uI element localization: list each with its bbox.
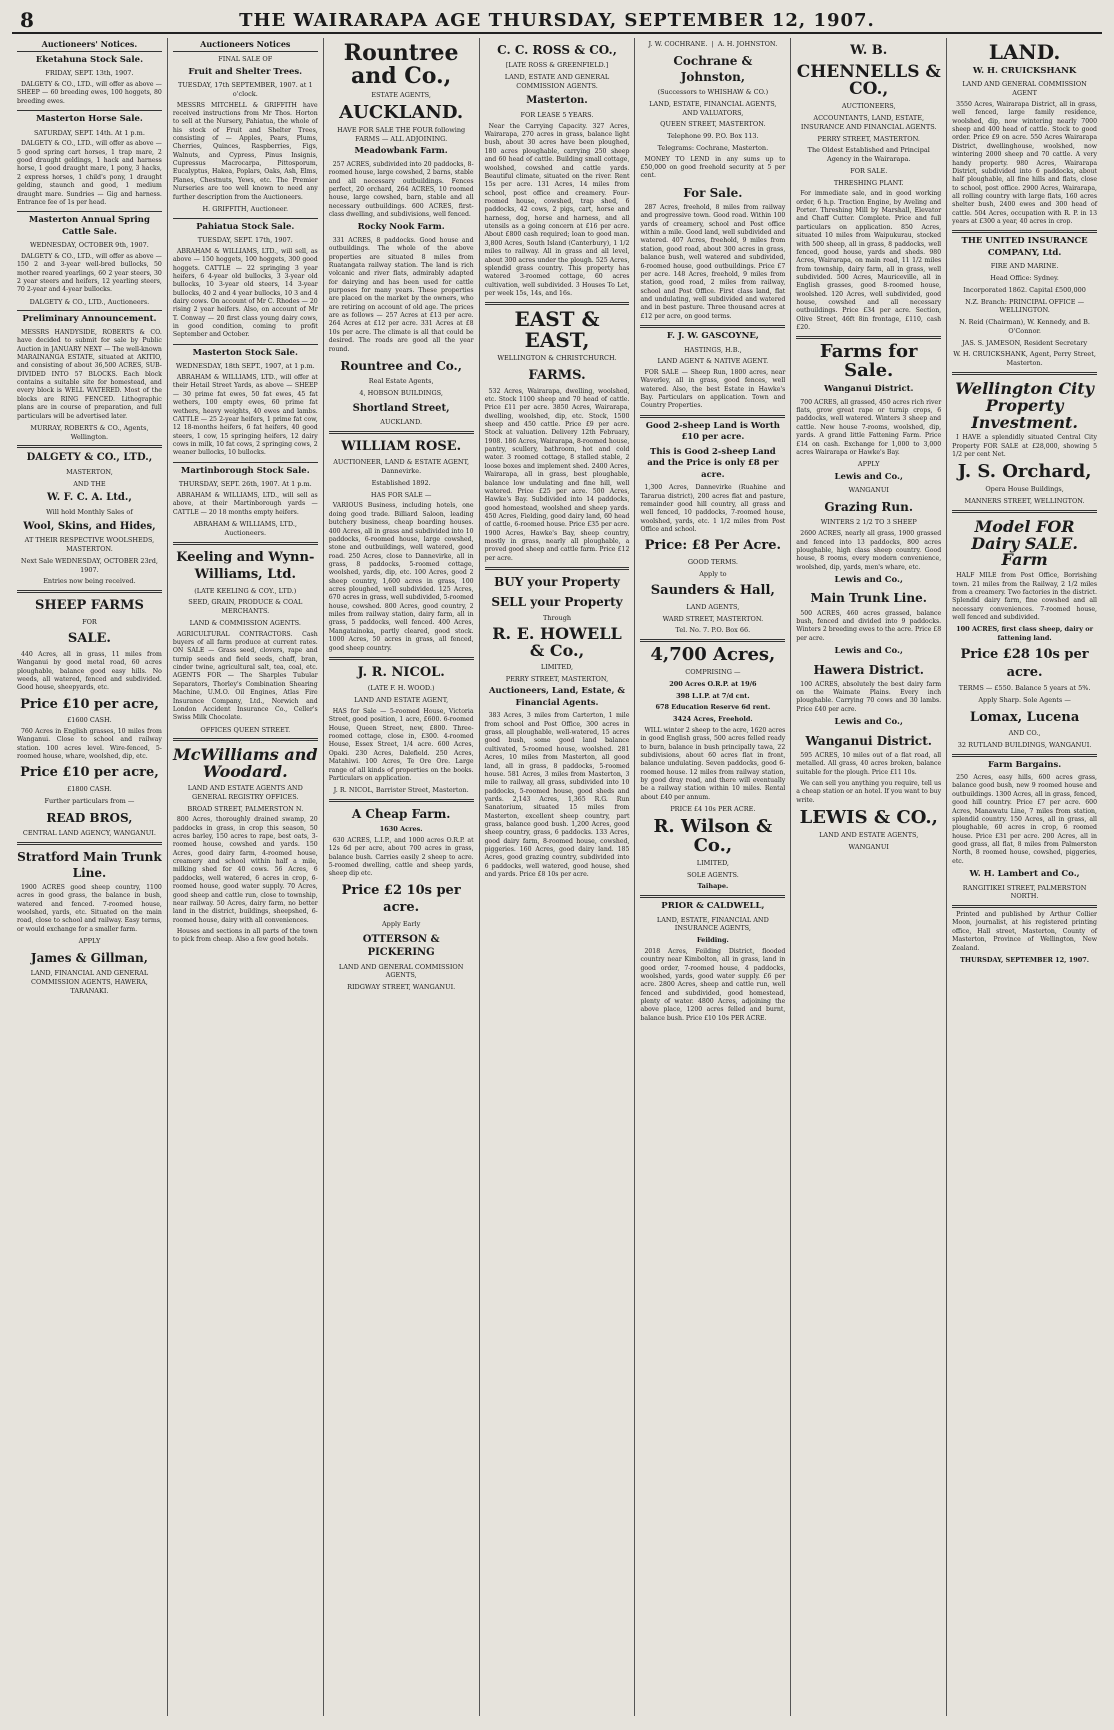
firm-name: J. S. Orchard, bbox=[957, 461, 1092, 483]
ad-text: AGRICULTURAL CONTRACTORS. Cash buyers of all farm produce at current rates. ON SALE — Grass seed, clovers, rape and turnip seeds and field seeds, chaff, bran, cinder twine, agricultural salt, tea, coal, etc. AGENTS FOR — The Sharples Tubular Separators, Thorley's Combination Shearing Machine, U.M.O. Oil Engines, Atlas Fire Insurance Company, Ltd., Norwich and London Accident Insurance Co., Celler's Swiss Milk Chocolate. bbox=[172, 630, 318, 722]
heading-sub: Through bbox=[542, 613, 572, 622]
firm-sub: AUCTIONEERS, bbox=[841, 102, 896, 111]
price: Price £10 per acre, bbox=[20, 765, 159, 781]
firm-address: PERRY STREET, MASTERTON. bbox=[817, 134, 920, 143]
ad-lead: FOR LEASE 5 YEARS. bbox=[520, 110, 594, 119]
firm-address: RIDGWAY STREET, WANGANUI. bbox=[347, 983, 456, 992]
partner-name: A. H. JOHNSTON. bbox=[717, 40, 778, 48]
heading: Farms for Sale. bbox=[819, 341, 918, 382]
ad-text: Near the Carrying Capacity. 327 Acres, Wairarapa, 270 acres in grass, balance light bush, about 30 acres have been ploughed, 180 acres ploughable, carrying 250 sheep and 60 head of cattle. Building small cottage, woolshed, cowshed and cattle yards. Beautiful climate, situated on the river. Rent 15s per acre. 131 Acres, 14 miles from school, post office and creamery. Four-roomed house, cowshed, trap shed, 6 paddocks, 42 cows, 2 pigs, cart, horse and harness, dog, horse and harness, and all utensils as a going concern at £16 per acre. About £800 cash required; loan to good man. 3,800 Acres, South Island (Canterbury), 1 1/2 miles to railway. All in grass and all level, about 300 acres under the plough. 525 Acres, splendid grass country. This property has watered 3-roomed cottage, 60 acres cultivation, well subdivided. 3 Houses To Let, per week 15s, 14s, and 16s. bbox=[484, 122, 630, 297]
column-3 bbox=[324, 38, 480, 1716]
ad-text: 760 Acres in English grasses, 10 miles from Wanganui. Close to school and railway station. 100 acres level. Wire-fenced, 5-roomed house, whare, woolshed, dip, etc. bbox=[17, 728, 162, 761]
ad-text: HALF MILE from Post Office, Borrishing town. 21 miles from the Railway, 2 1/2 miles from a creamery. Two factories in the district. Splendid dairy farm, fine cowshed and all necessary conveniences. 7-roomed house, well fenced and subdivided. bbox=[952, 572, 1098, 622]
section-heading: Auctioneers' Notices. bbox=[17, 38, 162, 52]
firm-sub: HASTINGS, H.B., bbox=[684, 345, 742, 354]
ad-signature: J. R. NICOL, Barrister Street, Masterton. bbox=[333, 786, 469, 795]
ad-date: FRIDAY, SEPT. 13th, 1907. bbox=[45, 69, 134, 78]
ad-text: 700 ACRES, all grassed, 450 acres rich river flats, grow great rape or turnip crops, 6 paddocks, well watered. Winters 3 sheep and cattle. New house 7-rooms, woolshed, dip, yards. A grand little Fattening Farm. Price £14 on cash. Exchange for 1,000 to 3,000 acres Wairarapa or Hawke's Bay. bbox=[796, 398, 942, 456]
firm-contact: Telephone 99. P.O. Box 113. bbox=[667, 132, 759, 141]
ad-lead: HAS FOR SALE — bbox=[370, 490, 432, 499]
ad-text: Further particulars from — bbox=[44, 796, 135, 805]
firm-name: W. F. C. A. Ltd., bbox=[47, 492, 132, 504]
divider bbox=[952, 230, 1097, 233]
price-terms: £1600 CASH. bbox=[67, 716, 112, 725]
firm-sub: [LATE ROSS & GREENFIELD.] bbox=[505, 61, 609, 70]
ad-text: For immediate sale, and in good working order, 6 h.p. Traction Engine, by Aveling and Porter. Threshing Mill by Marshall, Elevator and Chaff Cutter. Complete. Price and full particulars on application. 850 Acres, situated 10 miles from Waipukurau, stocked with 500 sheep, all in grass, 8 paddocks, well fenced, good house, yards and sheds. 980 Acres, Wairarapa, on main road, 11 1/2 miles from township, dairy farm, all in grass, well subdivided. 500 Acres, Mauriceville, all in English grasses, good 8-roomed house, woolshed. 120 Acres, well subdivided, good house, cowshed and all necessary outbuildings. Price £34 per acre. Section, Olive Street, 46ft 8in frontage, £110, cash £20. bbox=[796, 190, 942, 332]
ad-lead: HAVE FOR SALE THE FOUR following FARMS — ALL ADJOINING. bbox=[337, 125, 466, 143]
heading: Good 2-sheep Land is Worth £10 per acre. bbox=[645, 420, 780, 443]
firm-sub: Auctioneers, Land, Estate, & Financial Agents. bbox=[488, 686, 626, 708]
ad-text: MONEY TO LEND in any sums up to £50,000 on good freehold security at 5 per cent. bbox=[640, 155, 786, 180]
firm-place: Feilding. bbox=[696, 936, 729, 945]
firm-name: Keeling and Wynn-Williams, Ltd. bbox=[176, 549, 315, 583]
heading: Main Trunk Line. bbox=[810, 591, 927, 606]
firm-name: WILLIAM ROSE. bbox=[341, 438, 462, 454]
firm-place: AUCKLAND. bbox=[380, 418, 423, 427]
ad-text: 2018 Acres, Feilding District, flooded country near Kimbolton, all in grass, land in good order, 7-roomed house, 4 paddocks, woolshed, yards, good water supply. £6 per acre. 2800 Acres, sheep and cattle run, well fenced and subdivided, good homestead, plenty of water. 4800 Acres, adjoining the above place, 1200 acres felled and burnt, balance bush. Price £10 10s PER ACRE. bbox=[640, 947, 786, 1022]
firm-text: Entries now being received. bbox=[43, 577, 136, 586]
firm-sub: WELLINGTON & CHRISTCHURCH. bbox=[497, 354, 617, 363]
firm-initials: W. B. bbox=[850, 43, 888, 58]
firm-sub: JAS. S. JAMESON, Resident Secretary bbox=[962, 338, 1088, 347]
list-item: 200 Acres O.R.P. at 19/6 bbox=[669, 679, 757, 688]
firm-sub: LAND AND ESTATE AGENT, bbox=[354, 696, 449, 705]
price: Price £28 10s per acre. bbox=[960, 646, 1089, 680]
ad-date: TUESDAY, SEPT. 17th, 1907. bbox=[197, 236, 293, 245]
firm-name: W. H. CRUICKSHANK bbox=[972, 66, 1077, 76]
heading: LAND. bbox=[988, 40, 1061, 64]
price: Price: £8 Per Acre. bbox=[644, 538, 782, 554]
column-7 bbox=[947, 38, 1102, 1716]
ad-text: 287 Acres, freehold, 8 miles from railway and progressive town. Good road. Within 100 yards of creamery, school and Post office within a mile. Good land, well subdivided and watered. 407 Acres, freehold, 9 miles from station, good road, about 300 acres in grass, balance bush, well watered and subdivided, 6-roomed house, good outbuildings. Price £7 per acre. 148 Acres, freehold, 9 miles from station, good road, 2 miles from railway, school and Post Office. First class land, flat and undulating, well subdivided and watered and in best pasture. Three thousand acres at £12 per acre, on good terms. bbox=[640, 204, 786, 320]
firm-name: James & Gillman, bbox=[30, 950, 148, 965]
firm-sub: Opera House Buildings, bbox=[985, 485, 1064, 494]
heading: Wanganui District. bbox=[805, 733, 932, 748]
ad-title: Fruit and Shelter Trees. bbox=[188, 66, 303, 77]
divider bbox=[17, 310, 162, 311]
divider bbox=[952, 754, 1097, 757]
firm-sub: LIMITED, bbox=[540, 662, 574, 671]
firm-sub: ACCOUNTANTS, LAND, ESTATE, INSURANCE AND FINANCIAL AGENTS. bbox=[800, 114, 937, 131]
divider bbox=[173, 542, 318, 545]
ad-text: 595 ACRES, 10 miles out of a flat road, all metalled. All grass, 40 acres broken, balance suitable for the plough. Price £11 10s. bbox=[796, 751, 942, 776]
column-4 bbox=[480, 38, 636, 1716]
ad-title: Masterton Horse Sale. bbox=[36, 114, 143, 125]
ad-text: 250 Acres, easy hills, 600 acres grass, balance good bush, new 9 roomed house and outbuildings. 1300 Acres, all in grass, fenced, good hill country. Price £7 per acre. 600 Acres, Manawatu Line, 7 miles from station, splendid country. 150 Acres, all in grass, all ploughable, 60 acres in crop, 6 roomed house. Price £31 per acre. 200 Acres, all in good grass, all flat, 8 miles from Palmerston North, 8 roomed house, cowshed, piggeries, etc. bbox=[952, 774, 1098, 865]
firm-contact: Tel. No. 7. P.O. Box 66. bbox=[675, 626, 751, 635]
price-terms: GOOD TERMS. bbox=[687, 557, 738, 566]
price: Price £10 per acre, bbox=[20, 696, 159, 712]
ad-text: MESSRS HANDYSIDE, ROBERTS & CO. have decided to submit for sale by Public Auction in JANUARY NEXT — The well-known MARAINANGA ESTATE, situated at AKITIO, and consisting of about 36,500 ACRES, SUB-DIVIDED INTO 57 BLOCKS. Each block contains a suitable site for homestead, and every block is WELL WATERED. Most of the blocks are RING FENCED. Lithographic plans are in course of preparation, and full particulars will be advertised later. bbox=[17, 328, 162, 420]
firm-name: Lomax, Lucena bbox=[969, 709, 1080, 725]
firm-sub: LAND AGENTS, bbox=[686, 602, 740, 611]
firm-name: Lewis and Co., bbox=[834, 646, 903, 657]
firm-address: QUEEN STREET, MASTERTON. bbox=[660, 120, 766, 129]
firm-sub: LAND, ESTATE, FINANCIAL AND INSURANCE AGENTS, bbox=[656, 915, 769, 933]
ad-signature: H. GRIFFITH, Auctioneer. bbox=[202, 204, 289, 213]
firm-name: J. R. NICOL. bbox=[357, 664, 445, 680]
firm-address: BROAD STREET, PALMERSTON N. bbox=[187, 804, 304, 813]
firm-sub: LAND, ESTATE, FINANCIAL AGENTS, AND VALUATORS, bbox=[649, 99, 777, 117]
heading-sub: WINTERS 2 1/2 TO 3 SHEEP bbox=[820, 518, 917, 527]
firm-address: 32 RUTLAND BUILDINGS, WANGANUI. bbox=[957, 740, 1092, 749]
firm-sub: (LATE F. H. WOOD.) bbox=[367, 684, 435, 693]
ad-text: MESSRS MITCHELL & GRIFFITH have received instructions from Mr Thos. Horton to sell at the Nursery, Pahiatua, the whole of his stock of Fruit and Shelter Trees, consisting of — Apples, Pears, Plums, Cherries, Quinces, Raspberries, Figs, Walnuts, and Cypress, Pinus Insignis, Cupressus Macrocarpa, Pittosporum, Eucalyptus, Hakea, Poplars, Oaks, Ash, Elms, Planes, Chestnuts, Yews, etc. The Premier Nurseries are too well known to need any further description from the Auctioneers. bbox=[172, 101, 318, 201]
partners: J. W. COCHRANE. | A. H. JOHNSTON. bbox=[648, 40, 778, 48]
ad-text: 1,300 Acres, Dannevirke (Ruahine and Tararua district), 200 acres flat and pasture, remainder good hill country, all grass and well fenced, 10 paddocks, 7-roomed house, woolshed, yards, etc. 1 1/2 miles from Post Office and school. bbox=[640, 484, 786, 533]
firm-sub: AUCTIONEER, LAND & ESTATE AGENT, Dannevirke. bbox=[333, 458, 470, 476]
ad-date: WEDNESDAY, OCTOBER 9th, 1907. bbox=[29, 241, 149, 250]
firm-sub: (LATE KEELING & COY., LTD.) bbox=[194, 586, 297, 595]
ad-text: 440 Acres, all in grass, 11 miles from Wanganui by good metal road, 60 acres ploughable, balance good easy hills. No weeds, all watered, fenced and subdivided. Good house, sheepyards, etc. bbox=[17, 650, 162, 692]
heading: Model FOR Dairy SALE. Farm bbox=[971, 516, 1078, 570]
column-1 bbox=[12, 38, 168, 1716]
firm-name: DALGETY & CO., LTD., bbox=[26, 452, 153, 464]
ad-title: Masterton Stock Sale. bbox=[192, 347, 298, 358]
firm-sub: SOLE AGENTS. bbox=[686, 870, 739, 879]
firm-sub: Established 1892. bbox=[371, 478, 431, 487]
ad-text: DALGETY & CO., LTD., will offer as above — SHEEP — 60 breeding ewes, 100 hoggets, 80 breeding ewes. bbox=[17, 81, 162, 105]
list-item: 398 L.I.P. at 7/d cnt. bbox=[676, 691, 750, 700]
firm-name: R. Wilson & Co., bbox=[653, 815, 773, 856]
firm-name: McWilliams and Woodard. bbox=[173, 745, 318, 782]
firm-address: 4, HOBSON BUILDINGS, bbox=[359, 388, 443, 397]
ad-text: 331 ACRES, 8 paddocks. Good house and outbuildings. The whole of the above properties are situated 8 miles from Ruatangata railway station. The land is rich volcanic and river flats, admirably adapted for dairying and has been used for cattle purposes for many years. These properties are placed on the market by the owners, who are retiring on account of old age. The prices are as follows — 257 Acres at £13 per acre. 264 Acres at £12 per acre. 331 Acres at £8 10s per acre. The climate is all that could be desired. The roads are good all the year round. bbox=[328, 236, 474, 353]
ad-title: Meadowbank Farm. bbox=[354, 146, 448, 157]
divider bbox=[173, 738, 318, 741]
ad-text: ABRAHAM & WILLIAMS, LTD., will offer at their Hetail Street Yards, as above — SHEEP — 30 prime fat ewes, 50 fat ewes, 45 fat wethers, 100 empty ewes, 60 prime fat wethers, heavy weights, 40 ewes and lambs. CATTLE — 25 2-year heifers, 1 prime fat cow, 12 18-months heifers, 6 fat heifers, 40 good steers, 1 cow, 15 springing heifers, 12 dairy cows in milk, 10 fat cows, 2 springing cows, 2 weaner bullocks, 10 bullocks. bbox=[172, 374, 318, 457]
ad-lead: 100 ACRES, first class sheep, dairy or fattening land. bbox=[956, 625, 1094, 643]
ad-text: Houses and sections in all parts of the town to pick from cheap. Also a few good hotels. bbox=[172, 927, 318, 944]
firm-place: WANGANUI bbox=[848, 486, 889, 495]
ad-title: Pahiatua Stock Sale. bbox=[196, 221, 295, 232]
ad-title: Masterton Annual Spring Cattle Sale. bbox=[28, 215, 150, 237]
divider bbox=[17, 590, 162, 593]
firm-sub: LAND AND ESTATE AGENTS, bbox=[819, 830, 919, 839]
firm-sub: LAND AND GENERAL COMMISSION AGENTS, bbox=[338, 962, 464, 980]
firm-sub: ESTATE AGENTS, bbox=[371, 91, 431, 100]
divider bbox=[640, 895, 785, 898]
firm-name: Rountree and Co., bbox=[343, 40, 459, 90]
ad-text: 1900 ACRES good sheep country, 1100 acres in good grass, the balance in bush, watered and fenced. 7-roomed house, woolshed, yards, etc. Situated on the main road, close to school and railway. Easy terms, or would exchange for a smaller farm. bbox=[17, 883, 162, 933]
ad-text: DALGETY & CO., LTD., will offer as above — 5 good spring cart horses, 1 trap mare, 2 good draught geldings, 1 hack and harness horse, 1 good draught mare, 1 pony, 3 hacks, 2 express horses, 1 child's pony, 1 draught gelding, staunch and good, 1 medium draught mare. Sundries — Gig and harness. Entrance fee of 1s per head. bbox=[17, 140, 162, 206]
firm-name: EAST & EAST, bbox=[514, 307, 600, 353]
heading: SHEEP FARMS bbox=[34, 598, 144, 614]
ad-lead: THRESHING PLANT. bbox=[833, 178, 904, 187]
firm-text: Next Sale WEDNESDAY, OCTOBER 23rd, 1907. bbox=[20, 556, 158, 574]
firm-name: F. J. W. GASCOYNE, bbox=[666, 331, 759, 342]
firm-address: PERRY STREET, MASTERTON, bbox=[505, 674, 609, 683]
firm-name: READ BROS, bbox=[46, 810, 133, 825]
firm-name: C. C. ROSS & CO., bbox=[497, 43, 617, 57]
divider bbox=[17, 211, 162, 212]
firm-sub: FIRE AND MARINE. bbox=[990, 262, 1059, 271]
firm-name: LEWIS & CO., bbox=[799, 806, 938, 828]
partner-name: J. W. COCHRANE. bbox=[648, 40, 708, 48]
firm-street: Shortland Street, bbox=[352, 402, 450, 414]
firm-name: OTTERSON & PICKERING bbox=[362, 933, 440, 959]
firm-text: AT THEIR RESPECTIVE WOOLSHEDS, MASTERTON. bbox=[24, 536, 155, 553]
firm-address: MANNERS STREET, WELLINGTON. bbox=[964, 497, 1085, 506]
heading: A Cheap Farm. bbox=[351, 807, 451, 821]
firm-name: Saunders & Hall, bbox=[650, 583, 775, 599]
firm-address: WARD STREET, MASTERTON. bbox=[662, 614, 764, 623]
divider bbox=[173, 218, 318, 219]
divider bbox=[17, 445, 162, 448]
firm-sub: The Oldest Established and Principal Agency in the Wairarapa. bbox=[807, 146, 930, 164]
list-item: 678 Education Reserve 6d rent. bbox=[655, 703, 771, 712]
heading: Wool, Skins, and Hides, bbox=[23, 520, 156, 532]
firm-place: MASTERTON, bbox=[66, 467, 113, 476]
firm-place: Masterton. bbox=[526, 95, 588, 107]
firm-sub: AND CO., bbox=[1008, 729, 1041, 738]
firm-sub: N. Reid (Chairman), W. Kennedy, and B. O'Connor. bbox=[959, 318, 1090, 335]
section-heading: Auctioneers Notices bbox=[173, 38, 318, 52]
ad-text: 3550 Acres, Wairarapa District, all in grass, well fenced, large family residence, woolshed, dip, now wintering nearly 7000 sheep and 400 head of cattle. Stock to good order. Price £9 on acre. 550 Acres Wairarapa District, dwellinghouse, woolshed, now wintering 2000 sheep and 70 cattle. A very handy property. 980 Acres, Wairarapa District, subdivided into 6 paddocks, about half ploughable, all fine hills and flats, close to school, post office. 2900 Acres, Wairarapa, all rolling country with large flats, 160 acres shelter bush, 2400 ewes and 300 head of cattle. 504 Acres, occupation with R. P. in 13 years at £300 a year, 40 acres in crop. bbox=[952, 101, 1098, 226]
newspaper-title: THE WAIRARAPA AGE THURSDAY, SEPTEMBER 12, 1907. bbox=[239, 10, 875, 31]
heading: 4,700 Acres, bbox=[650, 644, 776, 666]
column-6 bbox=[791, 38, 947, 1716]
firm-sub: Head Office: Sydney. bbox=[990, 274, 1059, 283]
ad-title: Rocky Nook Farm. bbox=[357, 222, 445, 233]
ad-text: VARIOUS Business, including hotels, one doing good trade. Billiard Saloon, leading butchery business, cheap boarding houses. 400 Acres, all in grass and subdivided into 10 paddocks, 6-roomed house, large cowshed, stone and outbuildings, well watered, good road. 250 Acres, close to Dannevirke, all in grass, 8 paddocks, 5-roomed cottage, woolshed, yards, dip, etc. 100 Acres, good 2 sheep country, 1,600 acres in grass, 100 acres ploughed, well subdivided. 125 Acres, 670 acres in grass, well subdivided, 5-roomed house, cowshed. 800 Acres, good country, 2 miles from railway station, dairy farm, all in grass, 5 paddocks, well fenced. 400 Acres, Mangatainoka, partly cleared, good stock. 1000 Acres, 50 acres in grass, all fenced, good sheep country. bbox=[328, 502, 474, 652]
firm-and: AND THE bbox=[73, 479, 106, 488]
divider bbox=[173, 462, 318, 463]
ad-text: FOR SALE — Sheep Run, 1800 acres, near Waverley, all in grass, good fences, well watered. Also, the best Estate in Hawke's Bay. Particulars on application. Town and Country Properties. bbox=[640, 369, 786, 410]
ad-date: THURSDAY, SEPT. 26th, 1907. At 1 p.m. bbox=[178, 480, 312, 489]
masthead bbox=[12, 8, 1102, 34]
heading: Farm Bargains. bbox=[987, 759, 1062, 770]
ad-title: Martinborough Stock Sale. bbox=[180, 465, 310, 476]
list-item: 3424 Acres, Freehold. bbox=[673, 715, 753, 724]
page-columns bbox=[12, 38, 1102, 1716]
firm-place: AUCKLAND. bbox=[339, 101, 464, 123]
divider bbox=[640, 325, 785, 328]
ad-text: We can sell you anything you require, tell us a cheap station or an hotel. If you want to buy write. bbox=[796, 779, 942, 804]
firm-place: WANGANUI bbox=[848, 842, 889, 851]
column-2 bbox=[168, 38, 324, 1716]
ad-text: 2600 ACRES, nearly all grass, 1900 grassed and fenced into 13 paddocks, 800 acres ploughable, high class sheep country. Good house, 8 rooms, every modern convenience, woolshed, dip, yards, men's whare, etc. bbox=[796, 530, 942, 571]
ad-date: SATURDAY, SEPT. 14th. At 1 p.m. bbox=[33, 128, 145, 137]
divider bbox=[796, 336, 941, 339]
firm-address: RANGITIKEI STREET, PALMERSTON NORTH. bbox=[962, 883, 1087, 901]
firm-sub: LAND AND ESTATE AGENTS AND GENERAL REGISTRY OFFICES. bbox=[187, 783, 303, 801]
ad-text: I HAVE a splendidly situated Central City Property FOR SALE at £28,000, showing 5 1/2 per cent Net. bbox=[952, 434, 1098, 459]
price: Price £2 10s per acre. bbox=[341, 882, 461, 916]
ad-signature: DALGETY & CO., LTD., Auctioneers. bbox=[29, 297, 150, 306]
price-terms: £1800 CASH. bbox=[67, 785, 112, 794]
ad-text: 500 ACRES, 460 acres grassed, balance bush, fenced and divided into 9 paddocks. Winters 2 breeding ewes to the acre. Price £8 per acre. bbox=[796, 609, 942, 642]
ad-text: DALGETY & CO., LTD., will offer as above — 150 2 and 3-year well-bred bullocks, 50 mother reared yearlings, 60 2 year steers, 30 2 year steers and heifers, 12 yearling steers, 70 2-year and 4-year bullocks. bbox=[17, 252, 162, 294]
firm-name: Cochrane & Johnston, bbox=[673, 53, 753, 84]
heading-sub: 1630 Acres. bbox=[379, 825, 423, 834]
divider bbox=[17, 110, 162, 111]
heading: Grazing Run. bbox=[824, 500, 914, 515]
firm-sub: LAND AGENT & NATIVE AGENT. bbox=[657, 357, 769, 366]
imprint: Printed and published by Arthur Collier Moon, journalist, at his registered printing office, Hall street, Masterton, County of Masterton, Province of Wellington, New Zealand. bbox=[952, 911, 1098, 952]
ad-title: Eketahuna Stock Sale. bbox=[35, 54, 144, 65]
firm-sub: SEED, GRAIN, PRODUCE & COAL MERCHANTS. bbox=[188, 598, 303, 616]
firm-sub: LAND, ESTATE AND GENERAL COMMISSION AGENTS. bbox=[504, 72, 610, 90]
ad-text: 383 Acres, 3 miles from Carterton, 1 mile from school and Post Office, 300 acres in grass, all ploughable, well-watered, 15 acres good bush, some good land balance cultivated, 5-roomed house, woolshed. 281 Acres, 10 miles from Masterton, all good land, all in grass, 8 paddocks, 5-roomed house. 581 Acres, 3 miles from Masterton, 3 mile to railway, all grass, subdivided into 10 paddocks, 5-roomed house, good sheds and yards. 2,143 Acres, 1,365 R.G. Run Sanatorium, situated 15 miles from Masterton, excellent sheep country, part grass, balance good bush. 1,200 Acres, good sheep country, grass, 6 paddocks. 133 Acres, good dairy farm, 8-roomed house, cowshed, piggeries. 160 Acres, good dairy land. 185 Acres, good grazing country, subdivided into 6 paddocks, well watered, good house, shed and yards. Price £8 10s per acre. bbox=[484, 712, 630, 879]
ad-date: WEDNESDAY, 18th SEPT., 1907, at 1 p.m. bbox=[175, 362, 315, 371]
ad-text: 630 ACRES, L.I.P., and 1000 acres O.R.P. at 12s 6d per acre, about 700 acres in grass, balance bush. Carries easily 2 sheep to acre. 5-roomed dwelling, cattle and sheep yards, sheep dip etc. bbox=[328, 836, 474, 878]
divider bbox=[952, 510, 1097, 513]
heading-sub: COMPRISING — bbox=[685, 668, 741, 677]
heading: Hawera District. bbox=[813, 662, 924, 677]
firm-sub: N.Z. Branch: PRINCIPAL OFFICE — WELLINGTON. bbox=[965, 297, 1085, 315]
heading: BUY your Property bbox=[494, 575, 620, 590]
apply: APPLY bbox=[857, 460, 880, 469]
ad-text: 100 ACRES, absolutely the best dairy farm on the Waimate Plains. Every inch ploughable. Carrying 70 cows and 30 lambs. Price £40 per acre. bbox=[796, 680, 942, 713]
firm-name: Lewis and Co., bbox=[834, 574, 903, 585]
firm-sub: Real Estate Agents, bbox=[368, 377, 434, 386]
firm-sub: (Successors to WHISHAW & CO.) bbox=[657, 88, 769, 97]
firm-address: OFFICES QUEEN STREET. bbox=[200, 725, 291, 734]
firm-sub: LIMITED, bbox=[696, 858, 729, 867]
column-5 bbox=[635, 38, 791, 1716]
firm-address: CENTRAL LAND AGENCY, WANGANUI. bbox=[22, 828, 156, 837]
apply: Apply Sharp. Sole Agents — bbox=[978, 695, 1071, 704]
divider bbox=[329, 799, 474, 802]
price-terms: TERMS — £550. Balance 5 years at 5%. bbox=[958, 684, 1091, 693]
firm-name: CHENNELLS & CO., bbox=[796, 61, 941, 100]
heading-for: FOR bbox=[82, 617, 97, 626]
ad-title: Preliminary Announcement. bbox=[22, 314, 157, 325]
heading: This is Good 2-sheep Land and the Price is only £8 per acre. bbox=[647, 446, 779, 480]
firm-name: Lewis and Co., bbox=[834, 717, 903, 728]
firm-text: Will hold Monthly Sales of bbox=[46, 507, 133, 516]
heading: SELL your Property bbox=[491, 595, 623, 610]
firm-sub: LAND AND GENERAL COMMISSION AGENT bbox=[962, 80, 1087, 98]
apply: APPLY bbox=[78, 937, 101, 946]
ad-lead: FINAL SALE OF bbox=[218, 54, 273, 63]
firm-name: Lewis and Co., bbox=[834, 472, 903, 482]
ad-signature: MURRAY, ROBERTS & CO., Agents, Wellington. bbox=[30, 423, 149, 441]
firm-address: LAND, FINANCIAL AND GENERAL COMMISSION AGENTS, HAWERA, TARANAKI. bbox=[30, 968, 149, 995]
divider bbox=[952, 372, 1097, 375]
firm-contact: Telegrams: Cochrane, Masterton. bbox=[657, 143, 769, 152]
ad-text: ABRAHAM & WILLIAMS, LTD., will sell, as above — 150 hoggets, 100 hoggets, 300 good hoggets. CATTLE — 22 springing 3 year heifers, 6 4-year old bullocks, 3 3-year old bullocks, 10 3-year old steers, 14 3-year bullocks, 40 2 and 4 year bullocks, 10 3 and 4 dairy cows. On account of Mr C. Rhodes — 20 rising 2 year heifers. Also, on account of Mr T. Conway — 20 first class young dairy cows, in good condition, coming to profit September and October. bbox=[172, 247, 318, 339]
ad-signature: ABRAHAM & WILLIAMS, LTD., Auctioneers. bbox=[193, 519, 297, 537]
firm-name: Rountree and Co., bbox=[340, 358, 462, 373]
ad-text: WILL winter 2 sheep to the acre, 1620 acres in good English grass, 500 acres felled ready to burn, balance in bush principally tawa, 22 subdivisions, about 60 acres flat in front, balance undulating. Seven paddocks, good 6-roomed house. 12 miles from railway station, by good dray road, and there will eventually be a railway station within 10 miles. Rental about £40 per annum. bbox=[640, 726, 786, 801]
firm-name: THE UNITED INSURANCE COMPANY, Ltd. bbox=[961, 236, 1088, 258]
firm-place: Taihape. bbox=[697, 882, 729, 891]
price: PRICE £4 10s PER ACRE. bbox=[670, 805, 756, 814]
firm-sub: W. H. CRUICKSHANK, Agent, Perry Street, Masterton. bbox=[953, 350, 1096, 368]
divider bbox=[485, 302, 630, 305]
ad-lead: FOR SALE. bbox=[850, 166, 888, 175]
heading-sub: Wanganui District. bbox=[823, 384, 914, 395]
firm-sub: LAND & COMMISSION AGENTS. bbox=[189, 618, 301, 627]
ad-text: 532 Acres, Wairarapa, dwelling, woolshed, etc. Stock 1100 sheep and 70 head of cattle. Price £11 per acre. 3850 Acres, Wairarapa, dwelling, woolshed, dip, etc. Stock, 1500 sheep and 450 cattle. Price £9 per acre. Stock at valuation. Delivery 12th February, 1908. 186 Acres, Wairarapa, 8-roomed house, pantry, scullery, bathroom, hot and cold water. 3 roomed cottage, 8 stalled stable, 2 loose boxes and implement shed. 2400 Acres, Wairarapa, all in grass, best ploughable, balance low undulating and fine hill, well watered. Price £25 per acre. 500 Acres, Hawke's Bay. Subdivided into 14 paddocks, good homestead, woolshed and sheep yards. 450 Acres, Fielding, good dairy land, 60 head of cattle, 6-roomed house. Price £35 per acre. 1900 Acres, Hawke's Bay, sheep country, mostly in grass, nearly all ploughable, a proved good sheep and cattle farm. Price £12 per acre. bbox=[484, 387, 630, 562]
ad-text: ABRAHAM & WILLIAMS, LTD., will sell as above, at their Martinborough yards — CATTLE — 20 18 months empty heifers. bbox=[172, 491, 318, 516]
imprint-date: THURSDAY, SEPTEMBER 12, 1907. bbox=[960, 955, 1090, 964]
ad-date: TUESDAY, 17th SEPTEMBER, 1907. at 1 o'clock. bbox=[177, 81, 313, 98]
divider bbox=[640, 415, 785, 418]
firm-name: R. E. HOWELL & Co., bbox=[492, 624, 622, 661]
firm-name: PRIOR & CALDWELL, bbox=[661, 901, 765, 912]
ad-text: HAS for Sale — 5-roomed House, Victoria Street, good position, 1 acre, £600. 6-roomed House, Queen Street, new, £800. Three-roomed cottage, close in, £300. 4-roomed House, Essex Street, 1/4 acre. 600 Acres, Opaki. 230 Acres, Dalefield. 250 Acres, Matahiwi. 100 Acres, Te Ore Ore. Large range of all kinds of properties on the books. Particulars on application. bbox=[328, 708, 474, 782]
divider bbox=[17, 842, 162, 845]
divider bbox=[329, 657, 474, 660]
heading: Stratford Main Trunk Line. bbox=[17, 849, 162, 880]
divider bbox=[485, 567, 630, 570]
ad-text: 800 Acres, thoroughly drained swamp, 20 paddocks in grass, in crop this season, 50 acres barley, 150 acres to rape, best oats, 3-roomed house, cowshed and yards. 150 Acres, good dairy farm, 4-roomed house, creamery and school within half a mile, milking shed for 40 cows. 56 Acres, 6 paddocks, well watered, 6 acres in crop, 6-roomed house, good water supply. 70 Acres, good sheep and cattle run, close to township, near railway. 50 Acres, dairy farm, no better land in the district, buildings, sheepshed, 6-roomed house, dairy with all conveniences. bbox=[172, 816, 318, 924]
apply: Apply to bbox=[699, 569, 727, 578]
heading: For Sale. bbox=[683, 185, 743, 200]
heading: SALE. bbox=[67, 631, 111, 647]
firm-name: W. H. Lambert and Co., bbox=[969, 869, 1080, 880]
firm-sub: Incorporated 1862. Capital £500,000 bbox=[963, 285, 1086, 294]
page-number: 8 bbox=[20, 8, 34, 32]
apply: Apply Early bbox=[381, 919, 421, 928]
heading: FARMS. bbox=[528, 368, 586, 384]
divider bbox=[329, 431, 474, 434]
divider bbox=[173, 344, 318, 345]
heading: Wellington City Property Investment. bbox=[955, 378, 1094, 432]
divider bbox=[640, 639, 785, 642]
divider bbox=[952, 905, 1097, 908]
ad-text: 257 ACRES, subdivided into 20 paddocks, 8-roomed house, large cowshed, 2 barns, stable and all necessary outbuildings. Fences perfect, 20 orchard, 264 ACRES, 10 roomed house, large cowshed, barn, stable and all necessary outbuildings. 600 ACRES, first-class dwelling, and subdivisions, well fenced. bbox=[328, 160, 474, 218]
